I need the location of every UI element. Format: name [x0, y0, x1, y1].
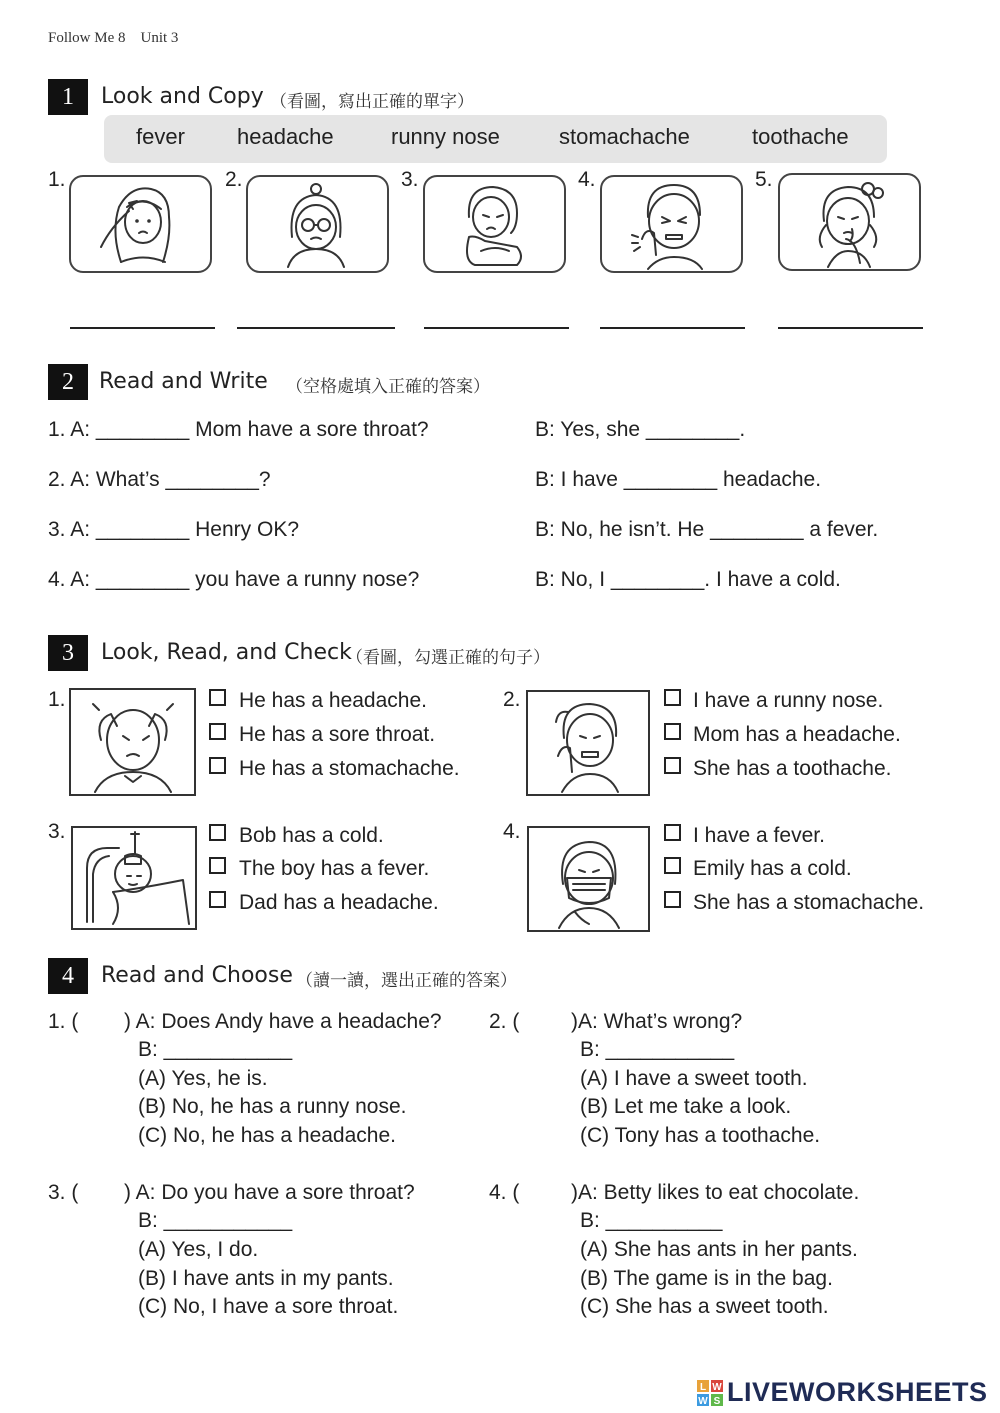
choice-option: (C) She has a sweet tooth. [580, 1295, 829, 1318]
check-option: He has a headache. [239, 689, 427, 712]
check-option: He has a stomachache. [239, 757, 460, 780]
question-a: 2. A: What’s ________? [48, 468, 271, 491]
question-a: 3. A: ________ Henry OK? [48, 518, 300, 541]
logo-letter: L [699, 1382, 707, 1393]
runny-nose-girl-illustration [778, 173, 921, 271]
word-bank-item: toothache [752, 124, 849, 149]
choice-option: (A) Yes, he is. [138, 1067, 268, 1090]
answer-line-2[interactable] [237, 327, 395, 329]
question-text: )A: Betty likes to eat chocolate. [571, 1181, 860, 1204]
item-number: 1. [48, 168, 66, 191]
checkbox[interactable] [209, 723, 226, 740]
check-option: She has a toothache. [693, 757, 892, 780]
section-2-number: 2 [48, 364, 88, 400]
section-4-number: 4 [48, 958, 88, 994]
item-number: 3. [48, 820, 66, 843]
answer-line-1[interactable] [70, 327, 215, 329]
section-4-subtitle: （讀一讀，選出正確的答案） [296, 971, 517, 991]
checkbox[interactable] [664, 723, 681, 740]
checkbox[interactable] [664, 891, 681, 908]
check-option: I have a runny nose. [693, 689, 884, 712]
sick-boy-in-bed-illustration [71, 826, 197, 930]
answer-b: B: Yes, she ________. [535, 418, 746, 441]
answer-line-3[interactable] [424, 327, 569, 329]
word-bank-item: stomachache [559, 124, 690, 149]
question-a: 4. A: ________ you have a runny nose? [48, 568, 420, 591]
check-option: She has a stomachache. [693, 891, 925, 914]
item-number: 2. [225, 168, 243, 191]
choice-option: (B) I have ants in my pants. [138, 1267, 394, 1290]
check-option: Emily has a cold. [693, 857, 852, 880]
check-option: I have a fever. [693, 824, 825, 847]
check-option: Bob has a cold. [239, 824, 384, 847]
liveworksheets-logo-text[interactable]: LIVEWORKSHEETS [727, 1377, 988, 1407]
unit-label: Unit 3 [140, 30, 179, 46]
question-text: ) A: Do you have a sore throat? [124, 1181, 415, 1204]
question-text: ) A: Does Andy have a headache? [124, 1010, 442, 1033]
checkbox[interactable] [209, 824, 226, 841]
item-number: 1. [48, 688, 66, 711]
word-bank-item: headache [237, 124, 334, 149]
section-4-title: Read and Choose [101, 963, 293, 988]
check-option: The boy has a fever. [239, 857, 430, 880]
choice-option: (B) Let me take a look. [580, 1095, 792, 1118]
item-number: 4. [503, 820, 521, 843]
choice-option: (B) No, he has a runny nose. [138, 1095, 407, 1118]
headache-girl-illustration [246, 175, 389, 273]
question-number: 2. ( [489, 1010, 520, 1033]
choice-option: (C) No, he has a headache. [138, 1124, 396, 1147]
section-1-subtitle: （看圖，寫出正確的單字） [270, 92, 474, 112]
logo-letter: W [698, 1396, 708, 1407]
answer-b: B: No, he isn’t. He ________ a fever. [535, 518, 879, 541]
choice-option: (A) Yes, I do. [138, 1238, 259, 1261]
stomachache-girl-illustration [423, 175, 566, 273]
checkbox[interactable] [209, 891, 226, 908]
checkbox[interactable] [209, 689, 226, 706]
choice-option: (A) She has ants in her pants. [580, 1238, 858, 1261]
word-bank-item: fever [136, 124, 185, 149]
answer-blank[interactable]: B: __________ [580, 1209, 723, 1232]
answer-blank[interactable]: B: ___________ [138, 1038, 293, 1061]
checkbox[interactable] [209, 857, 226, 874]
logo-letter: W [712, 1382, 722, 1393]
item-number: 2. [503, 688, 521, 711]
check-option: He has a sore throat. [239, 723, 436, 746]
question-number: 4. ( [489, 1181, 520, 1204]
item-number: 3. [401, 168, 419, 191]
liveworksheets-logo-icon [696, 1379, 724, 1407]
section-1-number: 1 [48, 79, 88, 115]
choice-option: (B) The game is in the bag. [580, 1267, 833, 1290]
section-3-subtitle: （看圖，勾選正確的句子） [346, 648, 550, 668]
word-bank-item: runny nose [391, 124, 500, 149]
toothache-girl-illustration [526, 690, 650, 796]
question-a: 1. A: ________ Mom have a sore throat? [48, 418, 429, 441]
masked-girl-illustration [527, 826, 650, 932]
question-number: 1. ( [48, 1010, 79, 1033]
section-3-title: Look, Read, and Check [101, 640, 352, 665]
choice-option: (C) No, I have a sore throat. [138, 1295, 399, 1318]
section-2-title: Read and Write [99, 369, 268, 394]
answer-b: B: I have ________ headache. [535, 468, 822, 491]
answer-line-5[interactable] [778, 327, 923, 329]
headache-man-illustration [69, 688, 196, 796]
checkbox[interactable] [664, 857, 681, 874]
checkbox[interactable] [664, 689, 681, 706]
section-1-title: Look and Copy [101, 84, 264, 109]
check-option: Mom has a headache. [693, 723, 901, 746]
book-title: Follow Me 8 [48, 30, 126, 46]
section-3-number: 3 [48, 635, 88, 671]
checkbox[interactable] [664, 757, 681, 774]
answer-blank[interactable]: B: ___________ [138, 1209, 293, 1232]
answer-blank[interactable]: B: ___________ [580, 1038, 735, 1061]
logo-letter: S [713, 1396, 721, 1407]
worksheet-header [48, 30, 178, 47]
item-number: 4. [578, 168, 596, 191]
check-option: Dad has a headache. [239, 891, 439, 914]
choice-option: (C) Tony has a toothache. [580, 1124, 821, 1147]
question-number: 3. ( [48, 1181, 79, 1204]
toothache-boy-illustration [600, 175, 743, 273]
choice-option: (A) I have a sweet tooth. [580, 1067, 808, 1090]
question-text: )A: What’s wrong? [571, 1010, 743, 1033]
checkbox[interactable] [664, 824, 681, 841]
answer-b: B: No, I ________. I have a cold. [535, 568, 841, 591]
fever-girl-illustration [69, 175, 212, 273]
item-number: 5. [755, 168, 773, 191]
section-2-subtitle: （空格處填入正確的答案） [286, 377, 490, 397]
checkbox[interactable] [209, 757, 226, 774]
answer-line-4[interactable] [600, 327, 745, 329]
